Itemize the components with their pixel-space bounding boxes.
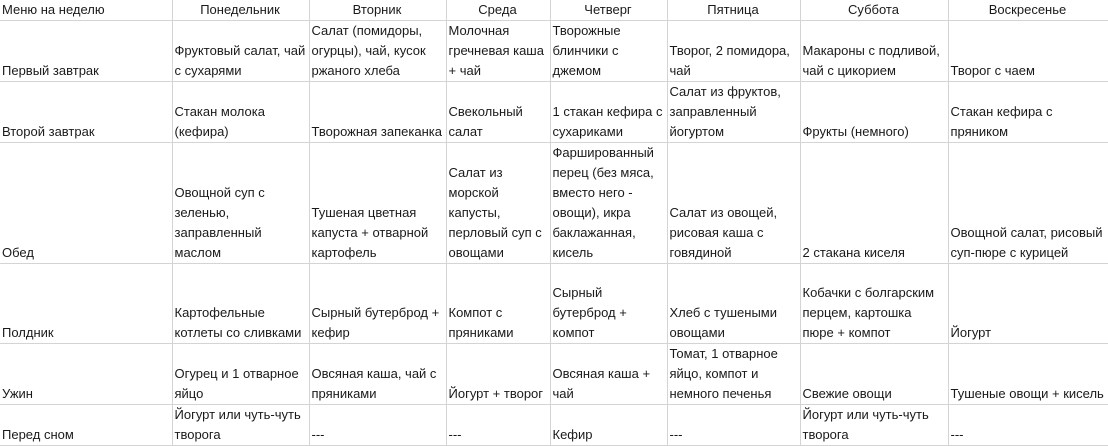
meal-label[interactable]: Полдник xyxy=(0,264,172,344)
menu-cell[interactable]: Салат из фруктов, заправленный йогуртом xyxy=(667,82,800,143)
menu-cell[interactable]: Фаршированный перец (без мяса, вместо него - овощи), икра баклажанная, кисель xyxy=(550,143,667,264)
menu-cell[interactable]: Творожные блинчики с джемом xyxy=(550,21,667,82)
table-row-afternoon-snack xyxy=(0,264,1108,344)
menu-cell[interactable]: Молочная гречневая каша + чай xyxy=(446,21,550,82)
menu-cell[interactable]: Тушеная цветная капуста + отварной картофель xyxy=(309,143,446,264)
menu-cell[interactable]: Макароны с подливой, чай с цикорием xyxy=(800,21,948,82)
menu-cell[interactable]: 1 стакан кефира с сухариками xyxy=(550,82,667,143)
menu-cell[interactable]: Йогурт или чуть-чуть творога xyxy=(172,405,309,446)
day-header-saturday[interactable]: Суббота xyxy=(800,0,948,21)
menu-cell[interactable]: Кобачки с болгарским перцем, картошка пюре + компот xyxy=(800,264,948,344)
menu-cell[interactable]: 2 стакана киселя xyxy=(800,143,948,264)
menu-cell[interactable]: Свежие овощи xyxy=(800,344,948,405)
menu-cell[interactable]: Салат (помидоры, огурцы), чай, кусок ржаного хлеба xyxy=(309,21,446,82)
meal-label[interactable]: Второй завтрак xyxy=(0,82,172,143)
menu-cell[interactable]: Стакан кефира с пряником xyxy=(948,82,1108,143)
day-header-monday[interactable]: Понедельник xyxy=(172,0,309,21)
menu-cell[interactable]: Компот с пряниками xyxy=(446,264,550,344)
menu-cell[interactable]: Салат из морской капусты, перловый суп с овощами xyxy=(446,143,550,264)
table-row-second-breakfast xyxy=(0,82,1108,143)
menu-cell[interactable]: Картофельные котлеты со сливками xyxy=(172,264,309,344)
menu-cell[interactable]: Хлеб с тушеными овощами xyxy=(667,264,800,344)
menu-cell[interactable]: Тушеные овощи + кисель xyxy=(948,344,1108,405)
corner-cell[interactable]: Меню на неделю xyxy=(0,0,172,21)
menu-cell[interactable]: --- xyxy=(948,405,1108,446)
menu-cell[interactable]: Творог с чаем xyxy=(948,21,1108,82)
table-row-lunch xyxy=(0,143,1108,264)
meal-label[interactable]: Перед сном xyxy=(0,405,172,446)
menu-cell[interactable]: Свекольный салат xyxy=(446,82,550,143)
menu-cell[interactable]: Йогурт или чуть-чуть творога xyxy=(800,405,948,446)
day-header-friday[interactable]: Пятница xyxy=(667,0,800,21)
menu-cell[interactable]: --- xyxy=(667,405,800,446)
meal-label[interactable]: Обед xyxy=(0,143,172,264)
day-header-tuesday[interactable]: Вторник xyxy=(309,0,446,21)
menu-cell[interactable]: Салат из овощей, рисовая каша с говядиной xyxy=(667,143,800,264)
menu-cell[interactable]: Огурец и 1 отварное яйцо xyxy=(172,344,309,405)
menu-cell[interactable]: Йогурт + творог xyxy=(446,344,550,405)
table-row-before-sleep xyxy=(0,405,1108,446)
day-header-thursday[interactable]: Четверг xyxy=(550,0,667,21)
meal-label[interactable]: Первый завтрак xyxy=(0,21,172,82)
menu-cell[interactable]: Овощной суп с зеленью, заправленный маслом xyxy=(172,143,309,264)
menu-cell[interactable]: --- xyxy=(309,405,446,446)
header-row xyxy=(0,0,1108,21)
menu-cell[interactable]: Творог, 2 помидора, чай xyxy=(667,21,800,82)
menu-cell[interactable]: Творожная запеканка xyxy=(309,82,446,143)
menu-cell[interactable]: Фруктовый салат, чай с сухарями xyxy=(172,21,309,82)
table-row-dinner xyxy=(0,344,1108,405)
day-header-wednesday[interactable]: Среда xyxy=(446,0,550,21)
meal-label[interactable]: Ужин xyxy=(0,344,172,405)
menu-cell[interactable]: Сырный бутерброд + компот xyxy=(550,264,667,344)
menu-cell[interactable]: --- xyxy=(446,405,550,446)
menu-cell[interactable]: Сырный бутерброд + кефир xyxy=(309,264,446,344)
menu-cell[interactable]: Томат, 1 отварное яйцо, компот и немного печенья xyxy=(667,344,800,405)
menu-cell[interactable]: Кефир xyxy=(550,405,667,446)
menu-cell[interactable]: Овсяная каша + чай xyxy=(550,344,667,405)
menu-cell[interactable]: Фрукты (немного) xyxy=(800,82,948,143)
menu-cell[interactable]: Стакан молока (кефира) xyxy=(172,82,309,143)
menu-cell[interactable]: Овсяная каша, чай с пряниками xyxy=(309,344,446,405)
menu-cell[interactable]: Овощной салат, рисовый суп-пюре с курицей xyxy=(948,143,1108,264)
menu-cell[interactable]: Йогурт xyxy=(948,264,1108,344)
day-header-sunday[interactable]: Воскресенье xyxy=(948,0,1108,21)
table-row-first-breakfast xyxy=(0,21,1108,82)
